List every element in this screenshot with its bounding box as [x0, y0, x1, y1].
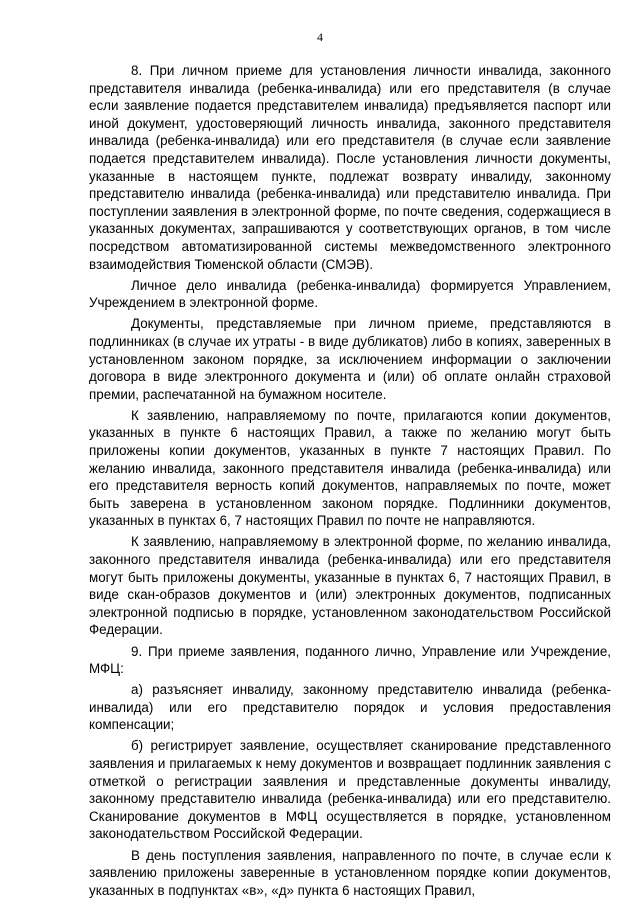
- paragraph-mail-application: К заявлению, направляемому по почте, прилагаются копии документов, указанных в пункте 6 настоящих Правил, а также по желанию могут быть приложены копии документов, указанных в пункте 7 настоящих Правил. По желанию инвалида, законного представителя инвалида (ребенка-инвалида) или его представителя верность копий документов, направляемых по почте, может быть заверена в установленном законом порядке. Подлинники документов, указанных в пунктах 6, 7 настоящих Правил по почте не направляются.: [89, 407, 611, 529]
- page-number: 4: [317, 30, 323, 44]
- paragraph-9b: б) регистрирует заявление, осуществляет сканирование представленного заявления и прилагаемых к нему документов и возвращает подлинник заявления с отметкой о регистрации заявления и представленные документы инвалиду, законному представителю инвалида (ребенка-инвалида) или его представителю. Сканирование документов в МФЦ осуществляется в порядке, установленном законодательством Российской Федерации.: [89, 738, 611, 842]
- paragraph-9a: а) разъясняет инвалиду, законному представителю инвалида (ребенка-инвалида) или его представителю порядок и условия предоставления компенсации;: [89, 682, 611, 733]
- paragraph-mail-receipt-day: В день поступления заявления, направленного по почте, в случае если к заявлению приложены заверенные в установленном порядке копии документов, указанных в подпунктах «в», «д» пункта 6 настоящих Правил,: [89, 847, 611, 898]
- paragraph-8-identity: 8. При личном приеме для установления личности инвалида, законного представителя инвалида (ребенка-инвалида) или его представителя (в случае если заявление подается представителем инвалида) предъявляется паспорт или иной документ, удостоверяющий личность инвалида, законного представителя инвалида (ребенка-инвалида) или его представителя (в случае если заявление подается представителем инвалида). После установления личности документы, указанные в настоящем пункте, подлежат возврату инвалиду, законному представителю инвалида (ребенка-инвалида) или представителю инвалида. При поступлении заявления в электронной форме, по почте сведения, содержащиеся в указанных документах, запрашиваются у соответствующих органов, в том числе посредством автоматизированной системы межведомственного электронного взаимодействия Тюменской области (СМЭВ).: [89, 63, 611, 272]
- paragraph-electronic-application: К заявлению, направляемому в электронной форме, по желанию инвалида, законного представителя инвалида (ребенка-инвалида) или его представителя могут быть приложены документы, указанные в пунктах 6, 7 настоящих Правил, в виде скан-образов документов и (или) электронных документов, подписанных электронной подписью в порядке, установленном законодательством Российской Федерации.: [89, 534, 611, 638]
- paragraph-personal-file: Личное дело инвалида (ребенка-инвалида) формируется Управлением, Учреждением в электронной форме.: [89, 277, 611, 311]
- paragraph-documents-in-person: Документы, представляемые при личном приеме, представляются в подлинниках (в случае их утраты - в виде дубликатов) либо в копиях, заверенных в установленном законом порядке, за исключением информации о заключении договора в виде электронного документа и (или) об оплате онлайн страховой премии, распечатанной на бумажном носителе.: [89, 316, 611, 402]
- document-body: [89, 62, 611, 903]
- paragraph-9-reception: 9. При приеме заявления, поданного лично, Управление или Учреждение, МФЦ:: [89, 643, 611, 677]
